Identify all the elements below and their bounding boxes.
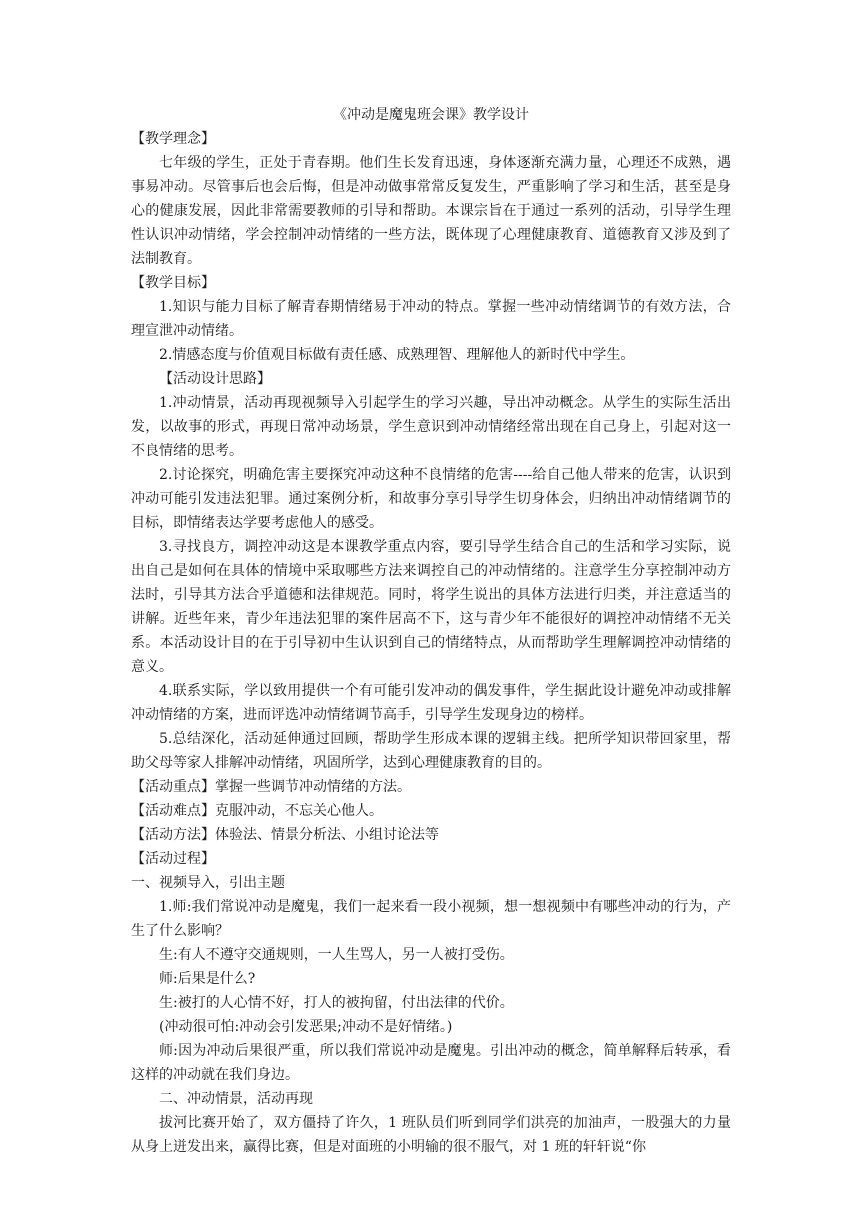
document-title: 《冲动是魔鬼班会课》教学设计	[333, 107, 529, 123]
paragraph-design-4: 4.联系实际，学以致用提供一个有可能引发冲动的偶发事件，学生据此设计避免冲动或排解冲动情绪的方案，进而评选冲动情绪调节高手，引导学生发现身边的榜样。	[131, 683, 731, 723]
section-heading-goals: 【教学目标】	[131, 275, 215, 291]
paragraph-part1-3: 师:后果是什么?	[159, 971, 256, 987]
section-heading-difficulty: 【活动难点】	[131, 803, 215, 819]
part-1-heading: 一、视频导入，引出主题	[131, 875, 285, 891]
paragraph-goal-2: 2.情感态度与价值观目标做有责任感、成熟理智、理解他人的新时代中学生。	[159, 347, 635, 363]
paragraph-design-2: 2.讨论探究，明确危害主要探究冲动这种不良情绪的危害----给自己他人带来的危害，认识到冲动可能引发违法犯罪。通过案例分析，和故事分享引导学生切身体会，归纳出冲动情绪调节的目标，即情绪表达学要考虑他人的感受。	[131, 467, 731, 531]
section-heading-design: 【活动设计思路】	[159, 371, 271, 387]
section-heading-key: 【活动重点】	[131, 779, 215, 795]
paragraph-design-5: 5.总结深化，活动延伸通过回顾，帮助学生形成本课的逻辑主线。把所学知识带回家里，帮助父母等家人排解冲动情绪，巩固所学，达到心理健康教育的目的。	[131, 731, 731, 771]
paragraph-design-3: 3.寻找良方，调控冲动这是本课教学重点内容，要引导学生结合自己的生活和学习实际，说出自己是如何在具体的情境中采取哪些方法来调控自己的冲动情绪的。注意学生分享控制冲动方法时，引导其方法合乎道德和法律规范。同时，将学生说出的具体方法进行归类，并注意适当的讲解。近些年来，青少年违法犯罪的案件居高不下，这与青少年不能很好的调控冲动情绪不无关系。本活动设计目的在于引导初中生认识到自己的情绪特点，从而帮助学生理解调控冲动情绪的意义。	[131, 539, 731, 675]
document-body	[131, 103, 731, 1159]
paragraph-part2-1: 拔河比赛开始了，双方僵持了许久，1 班队员们听到同学们洪亮的加油声，一股强大的力量从身上迸发出来，赢得比赛，但是对面班的小明输的很不服气，对 1 班的轩轩说“你	[131, 1115, 731, 1155]
paragraph-design-1: 1.冲动情景，活动再现视频导入引起学生的学习兴趣，导出冲动概念。从学生的实际生活出发，以故事的形式，再现日常冲动场景，学生意识到冲动情绪经常出现在自己身上，引起对这一不良情绪的思考。	[131, 395, 731, 459]
paragraph-goal-1: 1.知识与能力目标了解青春期情绪易于冲动的特点。掌握一些冲动情绪调节的有效方法，合理宣泄冲动情绪。	[131, 299, 731, 339]
paragraph-part1-4: 生:被打的人心情不好，打人的被拘留，付出法律的代价。	[159, 995, 514, 1011]
paragraph-part1-2: 生:有人不遵守交通规则，一人生骂人，另一人被打受伤。	[159, 947, 514, 963]
paragraph-part1-5: (冲动很可怕:冲动会引发恶果;冲动不是好情绪。)	[159, 1019, 453, 1035]
difficulty-line	[131, 799, 731, 823]
section-heading-process: 【活动过程】	[131, 851, 215, 867]
paragraph-concept: 七年级的学生，正处于青春期。他们生长发育迅速，身体逐渐充满力量，心理还不成熟，遇事易冲动。尽管事后也会后悔，但是冲动做事常常反复发生，严重影响了学习和生活，甚至是身心的健康发展，因此非常需要教师的引导和帮助。本课宗旨在于通过一系列的活动，引导学生理性认识冲动情绪，学会控制冲动情绪的一些方法，既体现了心理健康教育、道德教育又涉及到了法制教育。	[131, 155, 731, 267]
method-line	[131, 823, 731, 847]
part-2-heading: 二、冲动情景，活动再现	[159, 1091, 313, 1107]
paragraph-part1-6: 师:因为冲动后果很严重，所以我们常说冲动是魔鬼。引出冲动的概念，简单解释后转承，看这样的冲动就在我们身边。	[131, 1043, 731, 1083]
method-text: 体验法、情景分析法、小组讨论法等	[215, 827, 439, 843]
section-heading-method: 【活动方法】	[131, 827, 215, 843]
paragraph-part1-1: 1.师:我们常说冲动是魔鬼，我们一起来看一段小视频，想一想视频中有哪些冲动的行为，产生了什么影响？	[131, 899, 731, 939]
key-point-text: 掌握一些调节冲动情绪的方法。	[215, 779, 411, 795]
difficulty-text: 克服冲动，不忘关心他人。	[215, 803, 383, 819]
section-heading-concept: 【教学理念】	[131, 131, 215, 147]
key-point-line	[131, 775, 731, 799]
